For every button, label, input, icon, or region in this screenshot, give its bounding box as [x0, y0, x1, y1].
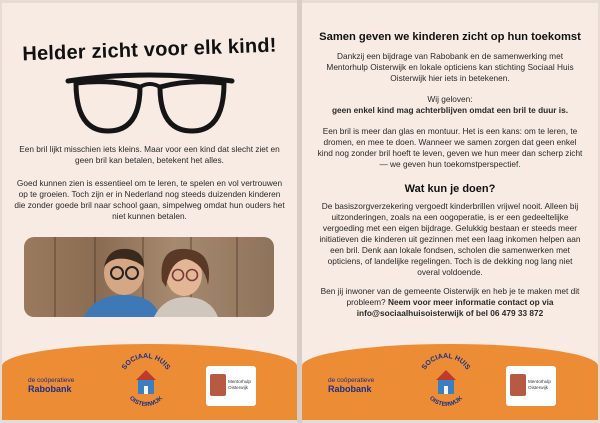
left-panel — [2, 3, 297, 420]
left-footer — [2, 344, 297, 420]
glasses-icon — [64, 67, 236, 137]
contact-info: Neem voor meer informatie contact op via info@sociaalhuisoisterwijk of bel 06 479 33 872 — [356, 297, 554, 318]
sociaal-huis-bottom-text: OISTERWIJK — [127, 395, 165, 409]
rabobank-name: Rabobank — [28, 384, 72, 394]
mentorhulp-name-right: Mentorhulp — [528, 379, 551, 384]
sociaal-huis-logo-right — [414, 350, 478, 414]
right-paragraph-1: Dankzij een bijdrage van Rabobank en de samenwerking met Mentorhulp Oisterwijk en lokale opticiens kan stichting Sociaal Huis Oisterwijk hier iets in betekenen. — [326, 51, 574, 83]
right-paragraph-2: Een bril is meer dan glas en montuur. Het is een kans: om te leren, te dromen, en mee te doen. Wanneer we samen zorgen dat geen enkel kind nog zonder bril hoeft te leven, geven we hun meer dan scherp zicht — we geven hun toekomstperspectief. — [317, 126, 583, 169]
rabobank-logo — [28, 377, 74, 394]
rabobank-small-text: de coöperatieve — [28, 377, 75, 384]
right-footer — [302, 344, 598, 420]
mentorhulp-photo-right — [510, 374, 526, 396]
right-subtitle: Wat kun je doen? — [404, 183, 496, 195]
mentorhulp-place-right: Oisterwijk — [528, 384, 548, 390]
right-title: Samen geven we kinderen zicht op hun toekomst — [319, 31, 581, 43]
contact-paragraph — [316, 286, 584, 319]
sociaal-huis-top-text: SOCIAAL HUIS — [120, 352, 172, 372]
resident-question: Ben jij inwoner van de gemeente Oisterwijk en heb je te maken met dit probleem? — [320, 286, 580, 307]
mentorhulp-name: Mentorhulp — [228, 379, 251, 384]
intro-paragraph: Een bril lijkt misschien iets kleins. Maar voor een kind dat slecht ziet en geen bril kan betalen, betekent het alles. — [19, 144, 280, 165]
sociaal-huis-logo — [114, 350, 178, 414]
mentorhulp-place: Oisterwijk — [228, 384, 248, 390]
rabobank-logo-right — [328, 377, 374, 394]
right-panel — [302, 3, 598, 420]
belief-statement: geen enkel kind mag achterblijven omdat een bril te duur is. — [331, 105, 569, 115]
rabobank-small-text-right: de coöperatieve — [328, 377, 375, 384]
belief-intro: Wij geloven: — [427, 94, 473, 104]
mentorhulp-logo-right — [506, 366, 556, 406]
mentorhulp-logo — [206, 366, 256, 406]
sociaal-huis-top-text-right: SOCIAAL HUIS — [420, 352, 472, 372]
belief-block — [316, 94, 584, 116]
right-paragraph-3: De basiszorgverzekering vergoedt kinderbrillen vrijwel nooit. Alleen bij uitzonderingen, zoals na een oogoperatie, is er een gedeeltelijke vergoeding met een eigen bijdrage. Gelukkig bestaan er steeds meer initiatieven die kinderen uit gezinnen met een laag inkomen helpen aan een bril. Denk aan lokale fondsen, scholen die samenwerken met opticiens, of landelijke regelingen. Toch is de dekking nog lang niet overal voldoende. — [319, 201, 581, 277]
body-paragraph: Goed kunnen zien is essentieel om te leren, te spelen en vol vertrouwen op te groeien. Toch zijn er in Nederland nog steeds duizenden kinderen die zonder goede bril naar school gaan, simpelweg omdat hun ouders het niet kunnen betalen. — [14, 178, 285, 221]
rabobank-name-right: Rabobank — [328, 384, 372, 394]
headline: Helder zicht voor elk kind! — [21, 34, 277, 66]
mentorhulp-photo — [210, 374, 226, 396]
sociaal-huis-bottom-text-right: OISTERWIJK — [427, 395, 465, 409]
children-photo — [24, 237, 274, 317]
